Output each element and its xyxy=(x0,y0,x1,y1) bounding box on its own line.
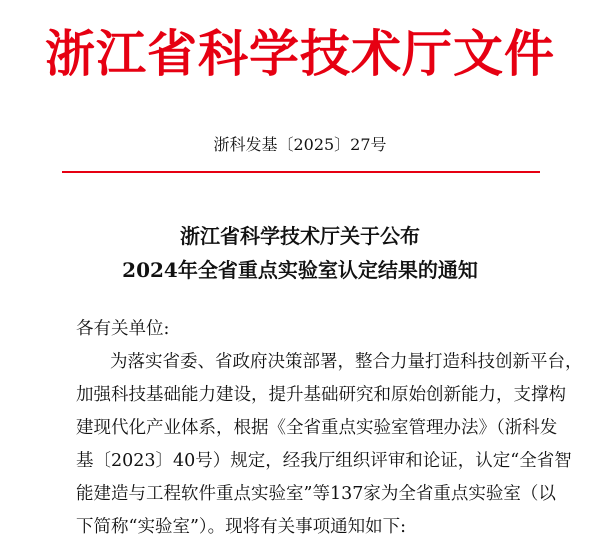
body-line: 建现代化产业体系，根据《全省重点实验室管理办法》（浙科发 xyxy=(76,418,558,438)
red-divider xyxy=(62,171,540,173)
notice-heading-line-1: 浙江省科学技术厅关于公布 xyxy=(180,224,420,248)
body-line: 基〔2023〕40号）规定，经我厅组织评审和论证，认定“全省智 xyxy=(76,451,572,471)
body-line: 为落实省委、省政府决策部署，整合力量打造科技创新平台， xyxy=(110,352,583,372)
salutation: 各有关单位: xyxy=(76,319,170,339)
document-title: 浙江省科学技术厅文件 xyxy=(45,24,555,83)
body-line: 加强科技基础能力建设，提升基础研究和原始创新能力，支撑构 xyxy=(76,385,566,405)
body-line: 能建造与工程软件重点实验室”等137家为全省重点实验室（以 xyxy=(76,484,556,504)
body-line: 下简称“实验室”）。现将有关事项通知如下: xyxy=(76,517,407,537)
document-number: 浙科发基〔2025〕27号 xyxy=(213,135,387,154)
notice-heading-line-2: 2024年全省重点实验室认定结果的通知 xyxy=(122,258,478,282)
